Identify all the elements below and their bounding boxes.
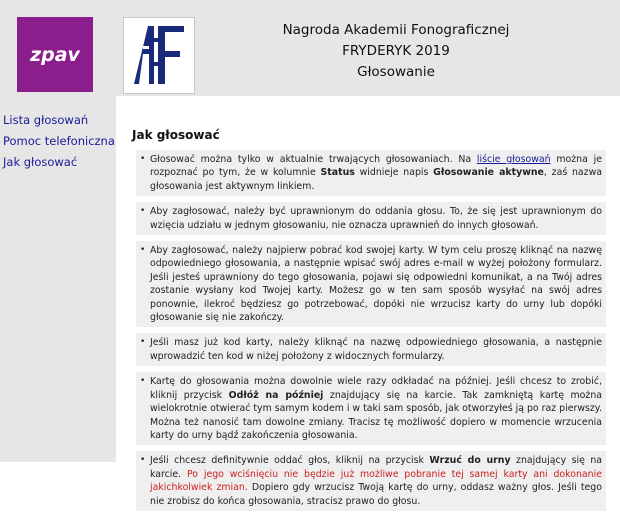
voting-list-link[interactable]: liście głosowań (476, 154, 551, 165)
warning-text: Po jego wciśnięciu nie będzie już możliwe pobranie tej samej karty ani dokonanie jakichkolwiek zmian. (150, 468, 602, 494)
postpone-button-label: Odłóż na później (228, 389, 324, 401)
cast-vote-button-label: Wrzuć do urny (429, 455, 511, 467)
sidebar-item-phone-help[interactable]: Pomoc telefoniczna (3, 134, 115, 148)
svg-text:zpav: zpav (30, 44, 80, 66)
list-item: • Kartę do głosowania można dowolnie wiele razy odkładać na później. Jeśli chcesz to zrobić, kliknij przycisk Odłóż na później znajdujący się na karcie. Tak zamkniętą kartę można wielokrotnie otwierać tym samym kodem i w taki sam sposób, jak otworzyłeś ją po raz pierwszy. Można też nanosić tam dowolne zmiany. Tracisz tę możliwość dopiero w momencie wrzucenia karty do urny bądź zakończenia głosowania. (136, 372, 606, 445)
list-item: • Aby zagłosować, należy być uprawnionym do oddania głosu. To, że się jest uprawnionym do wzięcia udziału w jednym głosowaniu, nie oznacza uprawnień do innych głosowań. (136, 202, 606, 235)
rules-list (136, 150, 606, 517)
active-voting-label: Głosowanie aktywne (433, 167, 544, 179)
sidebar (0, 96, 116, 462)
list-item: • Głosować można tylko w aktualnie trwających głosowaniach. Na liście głosowań można je rozpoznać po tym, że w kolumnie Status widnieje napis Głosowanie aktywne, zaś nazwa głosowania jest aktywnym linkiem. (136, 150, 606, 196)
af-logo (123, 17, 195, 94)
zpav-logo (17, 17, 93, 92)
page-header (0, 0, 620, 96)
sidebar-item-how-to-vote[interactable]: Jak głosować (3, 155, 78, 169)
main-content (116, 96, 620, 507)
title-line-3: Głosowanie (357, 64, 435, 80)
list-item: • Jeśli chcesz definitywnie oddać głos, kliknij na przycisk Wrzuć do urny znajdujący się na karcie. Po jego wciśnięciu nie będzie już możliwe pobranie tej samej karty ani dokonanie jakichkolwiek zmian. Dopiero gdy wrzucisz Twoją kartę do urny, oddasz ważny głos. Jeśli tego nie zrobisz do końca głosowania, stracisz prawo do głosu. (136, 451, 606, 511)
status-label: Status (320, 167, 355, 179)
title-line-2: FRYDERYK 2019 (342, 43, 450, 59)
page-title (240, 20, 552, 83)
list-item: • Aby zagłosować, należy najpierw pobrać kod swojej karty. W tym celu proszę kliknąć na nazwę odpowiedniego głosowania, a następnie wpisać swój adres e-mail w wyżej położony formularz. Jeśli jesteś uprawniony do tego głosowania, pojawi się odpowiedni komunikat, a na Twój adres zostanie wysłany kod Twojej karty. Możesz go w ten sam sposób wysyłać na swój adres ponownie, ilekroć będziesz go potrzebować, dopóki nie wrzucisz karty do urny lub dopóki głosowanie się nie zakończy. (136, 241, 606, 327)
sidebar-item-voting-list[interactable]: Lista głosowań (3, 113, 89, 127)
list-item: • Jeśli masz już kod karty, należy kliknąć na nazwę odpowiedniego głosowania, a następnie wprowadzić ten kod w niżej położony z widocznych formularzy. (136, 333, 606, 366)
section-heading: Jak głosować (132, 128, 220, 142)
title-line-1: Nagroda Akademii Fonograficznej (282, 22, 510, 38)
